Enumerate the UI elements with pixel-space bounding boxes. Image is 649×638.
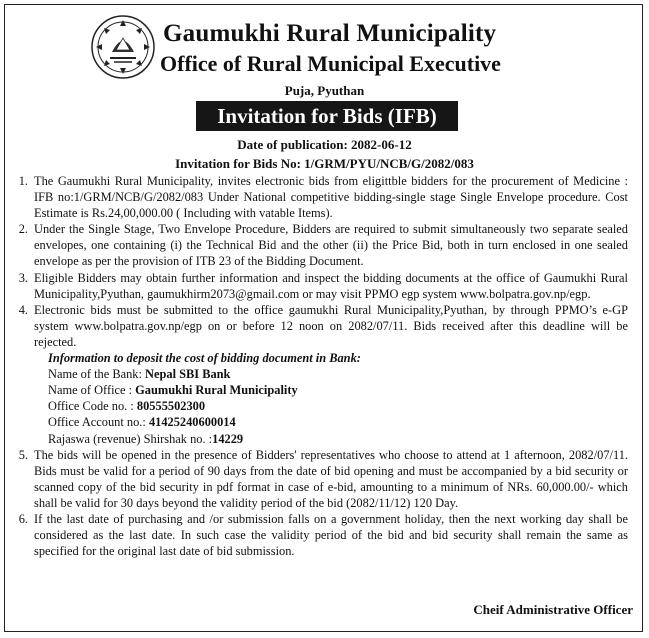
- office-account-label: Office Account no.:: [48, 415, 149, 430]
- bank-info-title: Information to deposit the cost of bidding document in Bank:: [48, 351, 361, 366]
- item-text: Eligible Bidders may obtain further information and inspect the bidding documents at the office of Gaumukhi Rural Municipality,Pyuthan, gaumukhirm2073@gmail.com or may visit PPMO egp system www.bolpatra.gov.np/egp.: [34, 270, 628, 301]
- item-number: 3.: [18, 270, 28, 285]
- office-name-value: Gaumukhi Rural Municipality: [135, 383, 298, 398]
- ifb-number: Invitation for Bids No: 1/GRM/PYU/NCB/G/2082/083: [175, 156, 474, 171]
- municipality-name: Gaumukhi Rural Municipality: [163, 20, 497, 47]
- office-location: Puja, Pyuthan: [284, 83, 365, 98]
- notice-item-4: [12, 302, 628, 350]
- office-code-label: Office Code no. :: [48, 399, 137, 414]
- bank-info: [12, 350, 628, 447]
- notice-item-5: [12, 447, 628, 511]
- bank-name-label: Name of the Bank:: [48, 367, 146, 382]
- item-text: Under the Single Stage, Two Envelope Procedure, Bidders are required to submit simultaneously two separate sealed envelopes, one containing (i) the Technical Bid and the other (ii) the Price Bid, both in turn enclosed in one sealed envelope as per the provision of ITB 23 of the Bidding Document.: [34, 222, 628, 269]
- notice-item-1: [12, 173, 628, 221]
- notice-item-3: [12, 270, 628, 302]
- item-number: 2.: [18, 222, 28, 237]
- revenue-label: Rajaswa (revenue) Shirshak no. :: [48, 431, 213, 446]
- office-name: Office of Rural Municipal Executive: [160, 51, 501, 76]
- item-text: If the last date of purchasing and /or submission falls on a government holiday, then the next working day shall be considered as the last date. In such case the validity period of the bid and bid security shall remain the same as specified for the original last date of bid submission.: [34, 511, 628, 559]
- item-number: 4.: [18, 302, 28, 317]
- bank-name-row: [48, 366, 628, 382]
- item-text: The Gaumukhi Rural Municipality, invites electronic bids from eligittble bidders for the procurement of Medicine : IFB no:1/GRM/NCB/G/2082/083 Under National competitive bidding-single stage Single Envelope procedure. Cost Estimate is Rs.24,00,000.00 ( Including with vatable Items).: [34, 174, 628, 221]
- office-name-label: Name of Office :: [48, 383, 136, 398]
- revenue-row: [48, 431, 628, 447]
- item-number: 6.: [18, 511, 28, 526]
- office-name-row: [48, 382, 628, 398]
- publication-date: Date of publication: 2082-06-12: [237, 137, 412, 152]
- item-number: 1.: [18, 174, 28, 188]
- notice-item-2: [12, 221, 628, 269]
- office-code-value: 80555502300: [136, 399, 206, 414]
- signature-title: Cheif Administrative Officer: [473, 602, 633, 617]
- revenue-value: 14229: [212, 431, 244, 446]
- office-account-value: 41425240600014: [148, 415, 236, 430]
- item-text: Electronic bids must be submitted to the office gaumukhi Rural Municipality,Pyuthan, by through PPMO’s e-GP system www.bolpatra.gov.np/egp on or before 12 noon on 2082/07/11. Bids received after this deadline will be rejected.: [34, 302, 628, 349]
- item-text: The bids will be opened in the presence of Bidders' representatives who choose to attend at 1 afternoon, 2082/07/11. Bids must be valid for a period of 90 days from the date of bid opening and must be accompanied by a bid security or scanned copy of the bid security in pdf format in case of e-bid, amounting to a minimum of NRs. 60,000.00/- which shall be valid for 30 days beyond the validity period of the bid (2082/11/12) 120 Day.: [34, 447, 628, 510]
- item-number: 5.: [18, 447, 28, 462]
- notice-item-6: [12, 511, 628, 559]
- nepal-government-emblem-icon: [90, 14, 156, 80]
- office-code-row: [48, 398, 628, 414]
- ifb-banner: Invitation for Bids (IFB): [196, 101, 458, 131]
- bank-name-value: Nepal SBI Bank: [145, 367, 231, 382]
- notice-body: [12, 173, 628, 559]
- office-account-row: [48, 414, 628, 430]
